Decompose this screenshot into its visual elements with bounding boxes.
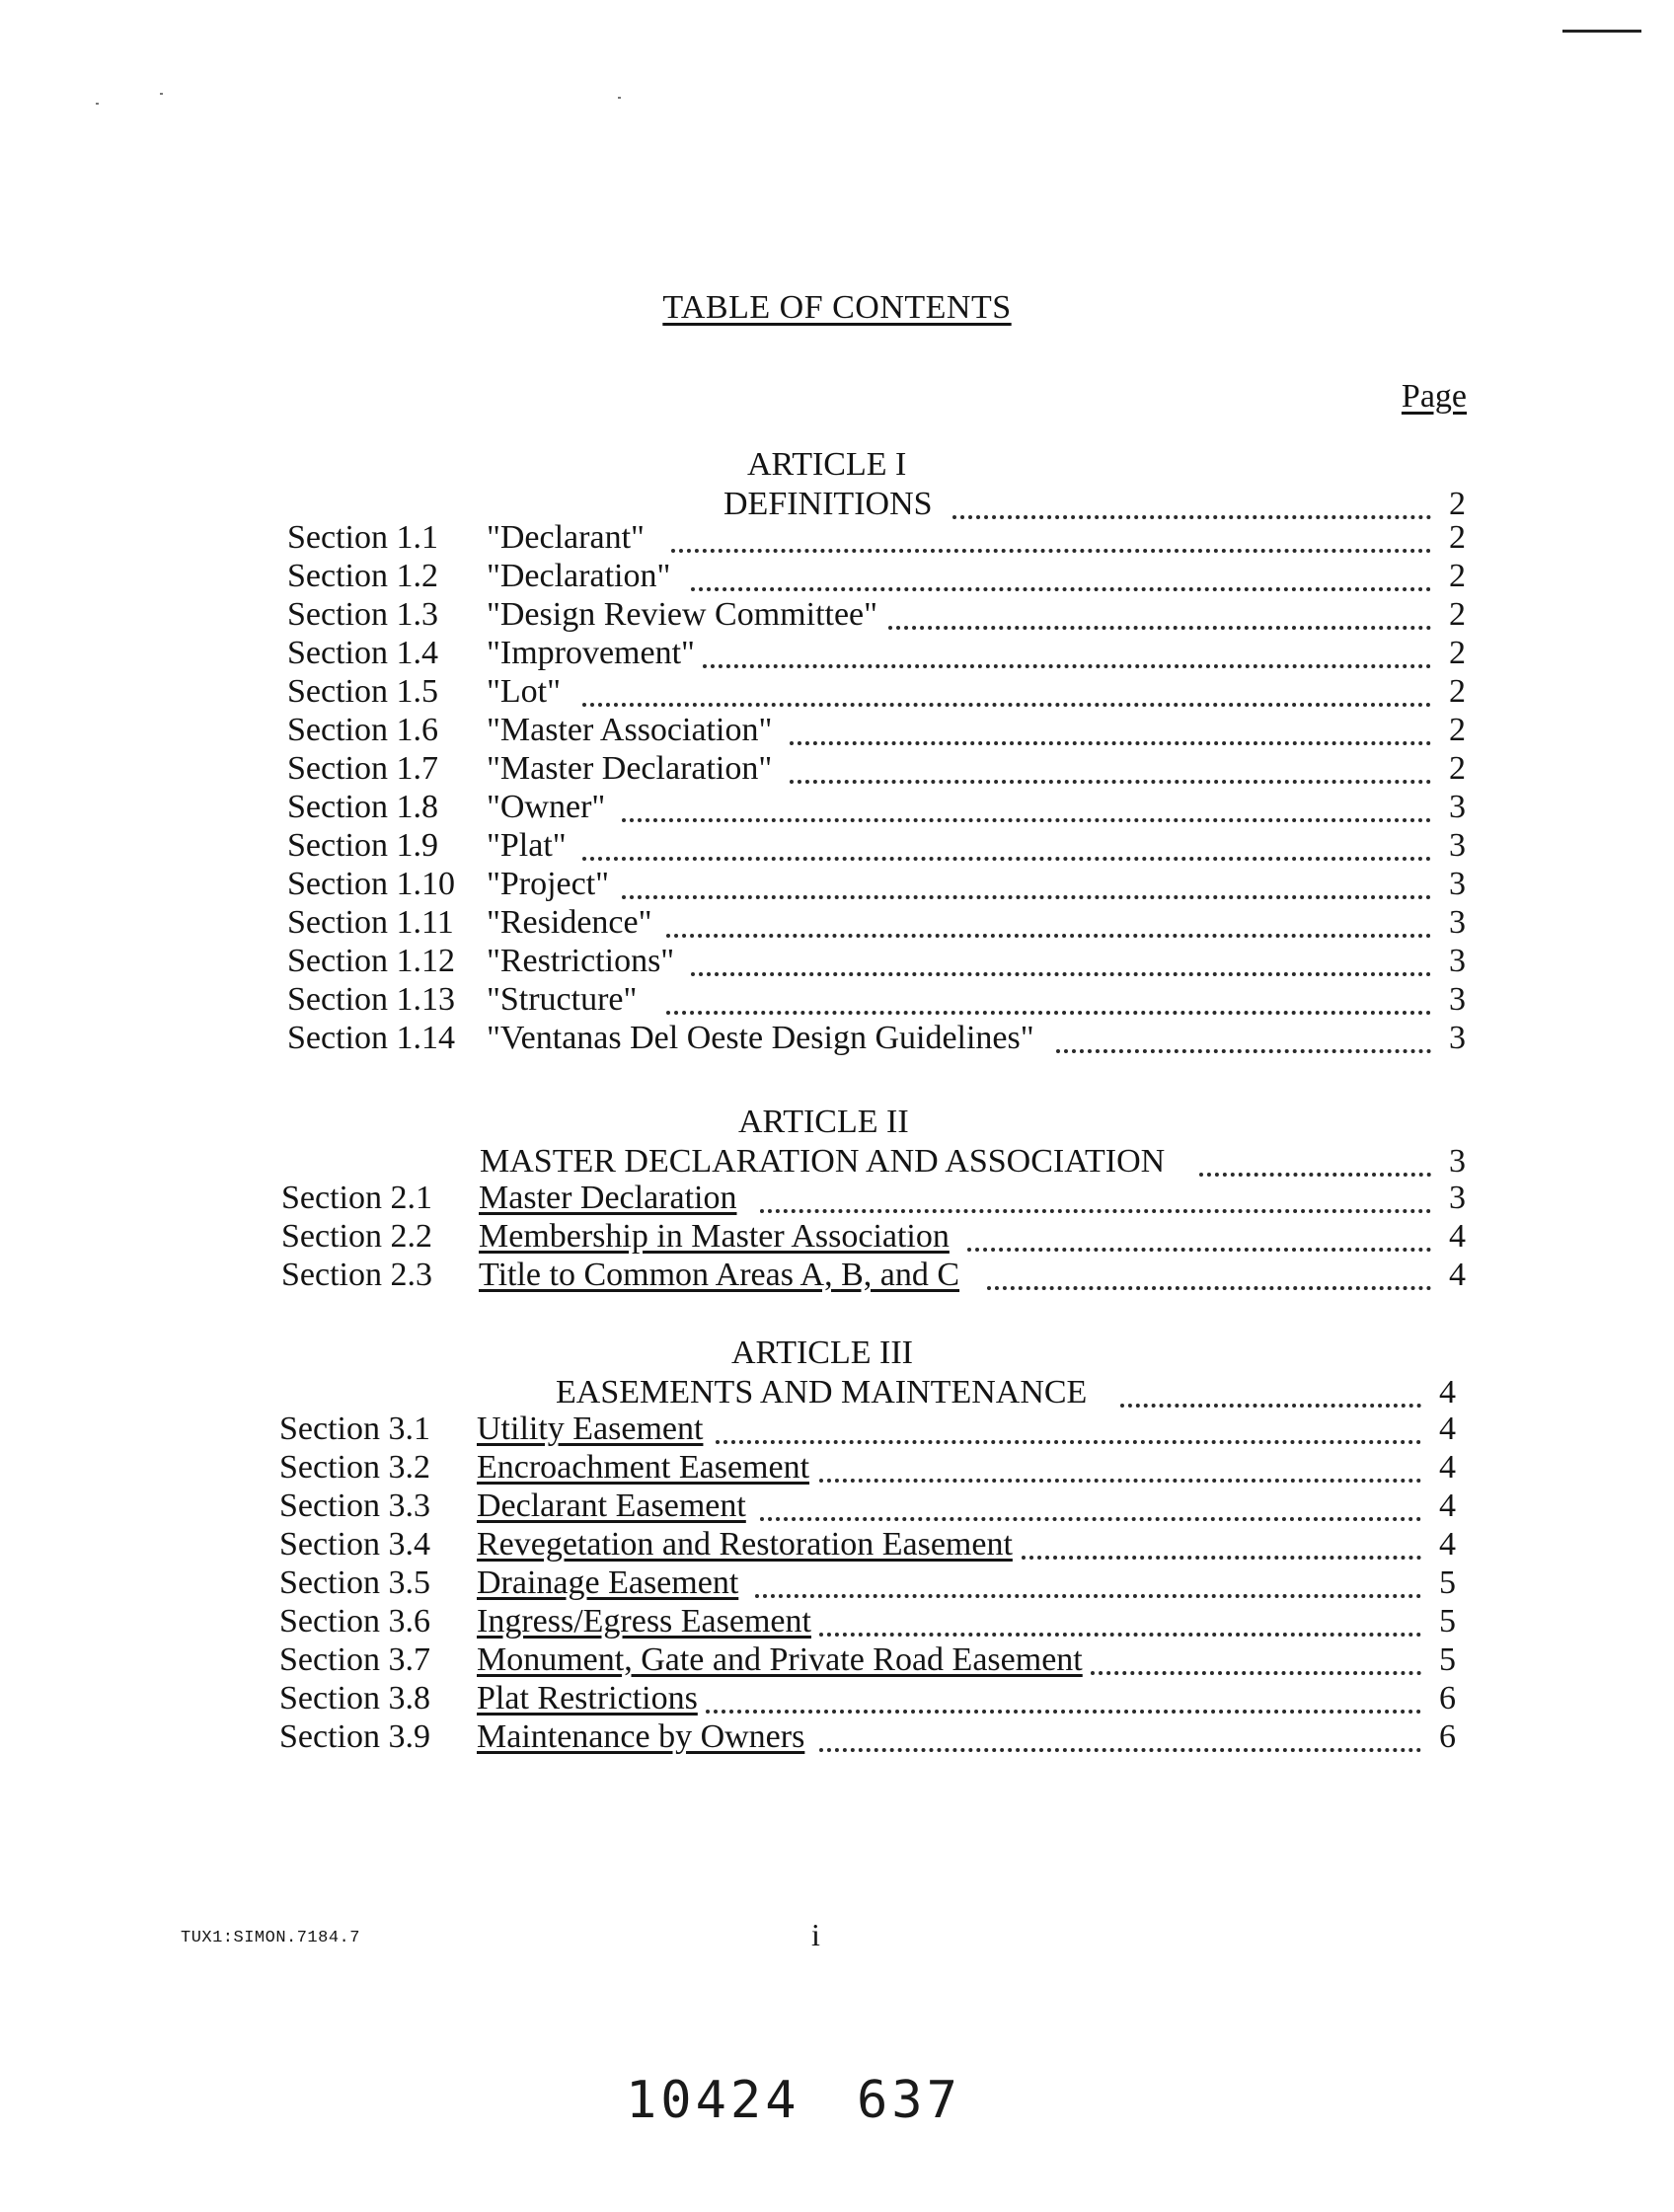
section-title: "Lot" [487, 673, 561, 710]
section-page: 2 [1449, 635, 1466, 671]
article-1-page: 2 [1449, 486, 1466, 522]
section-page: 3 [1449, 943, 1466, 979]
section-title: "Restrictions" [487, 943, 675, 979]
section-label: Section 3.3 [279, 1487, 430, 1524]
section-label: Section 3.2 [279, 1449, 430, 1486]
dot-leader [760, 1513, 1421, 1521]
section-label: Section 3.9 [279, 1718, 430, 1755]
section-title: Title to Common Areas A, B, and C [479, 1257, 960, 1293]
section-page: 2 [1449, 673, 1466, 710]
toc-title: TABLE OF CONTENTS [662, 289, 1012, 326]
dot-leader [691, 968, 1431, 976]
section-title: Revegetation and Restoration Easement [477, 1526, 1013, 1563]
section-label: Section 1.13 [287, 981, 455, 1018]
section-label: Section 1.10 [287, 866, 455, 902]
section-title: Declarant Easement [477, 1487, 746, 1524]
page-column-label: Page [1401, 378, 1467, 415]
dot-leader [622, 814, 1431, 822]
footer-document-code: TUX1:SIMON.7184.7 [181, 1929, 360, 1947]
section-page: 6 [1439, 1718, 1456, 1755]
recording-stamp-page: 637 [857, 2071, 961, 2130]
dot-leader [755, 1590, 1421, 1598]
section-page: 3 [1449, 904, 1466, 941]
article-1-heading: DEFINITIONS [723, 486, 933, 522]
section-page: 2 [1449, 596, 1466, 633]
section-label: Section 3.8 [279, 1680, 430, 1716]
section-label: Section 3.5 [279, 1564, 430, 1601]
dot-leader [666, 1007, 1431, 1015]
section-title: Membership in Master Association [479, 1218, 950, 1255]
section-page: 3 [1449, 1020, 1466, 1056]
section-label: Section 1.1 [287, 519, 438, 556]
article-3-number: ARTICLE III [731, 1335, 913, 1371]
section-label: Section 1.4 [287, 635, 438, 671]
section-page: 5 [1439, 1641, 1456, 1678]
section-label: Section 1.9 [287, 827, 438, 864]
dot-leader [622, 891, 1431, 899]
section-title: "Master Association" [487, 712, 773, 748]
section-title: Utility Easement [477, 1411, 704, 1447]
dot-leader [790, 776, 1431, 784]
section-label: Section 3.6 [279, 1603, 430, 1640]
dot-leader [582, 853, 1431, 861]
dot-leader [760, 1205, 1431, 1213]
dot-leader [671, 545, 1431, 553]
section-page: 2 [1449, 750, 1466, 787]
section-page: 4 [1439, 1487, 1456, 1524]
dot-leader [716, 1436, 1421, 1444]
dot-leader [582, 699, 1431, 707]
section-label: Section 3.1 [279, 1411, 430, 1447]
section-page: 3 [1449, 827, 1466, 864]
section-title: "Declaration" [487, 558, 671, 594]
footer-page-number: i [811, 1917, 820, 1952]
section-page: 5 [1439, 1564, 1456, 1601]
section-title: Ingress/Egress Easement [477, 1603, 811, 1640]
section-title: Master Declaration [479, 1180, 737, 1216]
dot-leader [819, 1744, 1421, 1752]
article-3-heading: EASEMENTS AND MAINTENANCE [556, 1374, 1088, 1411]
article-3-page: 4 [1439, 1374, 1456, 1411]
article-2-heading: MASTER DECLARATION AND ASSOCIATION [480, 1143, 1166, 1180]
section-title: "Design Review Committee" [487, 596, 878, 633]
section-page: 6 [1439, 1680, 1456, 1716]
scan-speck [96, 103, 99, 105]
section-page: 2 [1449, 519, 1466, 556]
section-title: Monument, Gate and Private Road Easement [477, 1641, 1083, 1678]
section-label: Section 1.8 [287, 789, 438, 825]
dot-leader [1091, 1667, 1421, 1675]
dot-leader [1120, 1400, 1421, 1408]
dot-leader [691, 583, 1431, 591]
dot-leader [987, 1282, 1431, 1290]
section-title: "Improvement" [487, 635, 695, 671]
section-label: Section 1.5 [287, 673, 438, 710]
section-page: 5 [1439, 1603, 1456, 1640]
section-page: 4 [1439, 1411, 1456, 1447]
dot-leader [1199, 1169, 1431, 1177]
scan-corner-mark [1562, 30, 1641, 33]
section-page: 3 [1449, 789, 1466, 825]
section-title: "Residence" [487, 904, 652, 941]
section-title: "Project" [487, 866, 610, 902]
dot-leader [703, 660, 1431, 668]
article-1-number: ARTICLE I [747, 446, 907, 483]
article-2-number: ARTICLE II [738, 1104, 909, 1140]
section-title: Maintenance by Owners [477, 1718, 805, 1755]
section-page: 4 [1439, 1449, 1456, 1486]
dot-leader [1056, 1045, 1431, 1053]
section-page: 3 [1449, 1180, 1466, 1216]
section-label: Section 1.14 [287, 1020, 455, 1056]
section-label: Section 1.11 [287, 904, 454, 941]
section-label: Section 2.1 [281, 1180, 432, 1216]
section-title: "Plat" [487, 827, 567, 864]
section-title: "Owner" [487, 789, 606, 825]
dot-leader [952, 511, 1431, 519]
section-title: "Master Declaration" [487, 750, 773, 787]
section-title: Plat Restrictions [477, 1680, 698, 1716]
section-title: Encroachment Easement [477, 1449, 810, 1486]
section-page: 2 [1449, 558, 1466, 594]
dot-leader [819, 1629, 1421, 1637]
article-2-page: 3 [1449, 1143, 1466, 1180]
section-label: Section 1.3 [287, 596, 438, 633]
section-page: 3 [1449, 981, 1466, 1018]
dot-leader [819, 1475, 1421, 1483]
section-label: Section 2.3 [281, 1257, 432, 1293]
section-page: 3 [1449, 866, 1466, 902]
scan-speck [618, 97, 621, 99]
section-title: "Declarant" [487, 519, 645, 556]
section-label: Section 1.7 [287, 750, 438, 787]
section-label: Section 3.4 [279, 1526, 430, 1563]
section-page: 4 [1439, 1526, 1456, 1563]
section-label: Section 1.12 [287, 943, 455, 979]
section-label: Section 3.7 [279, 1641, 430, 1678]
section-title: "Ventanas Del Oeste Design Guidelines" [487, 1020, 1034, 1056]
section-label: Section 1.2 [287, 558, 438, 594]
section-title: "Structure" [487, 981, 638, 1018]
section-page: 4 [1449, 1218, 1466, 1255]
scan-speck [160, 93, 163, 95]
dot-leader [967, 1244, 1431, 1252]
section-label: Section 2.2 [281, 1218, 432, 1255]
section-title: Drainage Easement [477, 1564, 739, 1601]
section-page: 2 [1449, 712, 1466, 748]
dot-leader [790, 737, 1431, 745]
dot-leader [888, 622, 1431, 630]
dot-leader [706, 1706, 1421, 1714]
section-label: Section 1.6 [287, 712, 438, 748]
recording-stamp-book: 10424 [626, 2071, 800, 2130]
dot-leader [1022, 1552, 1421, 1560]
dot-leader [666, 930, 1431, 938]
section-page: 4 [1449, 1257, 1466, 1293]
